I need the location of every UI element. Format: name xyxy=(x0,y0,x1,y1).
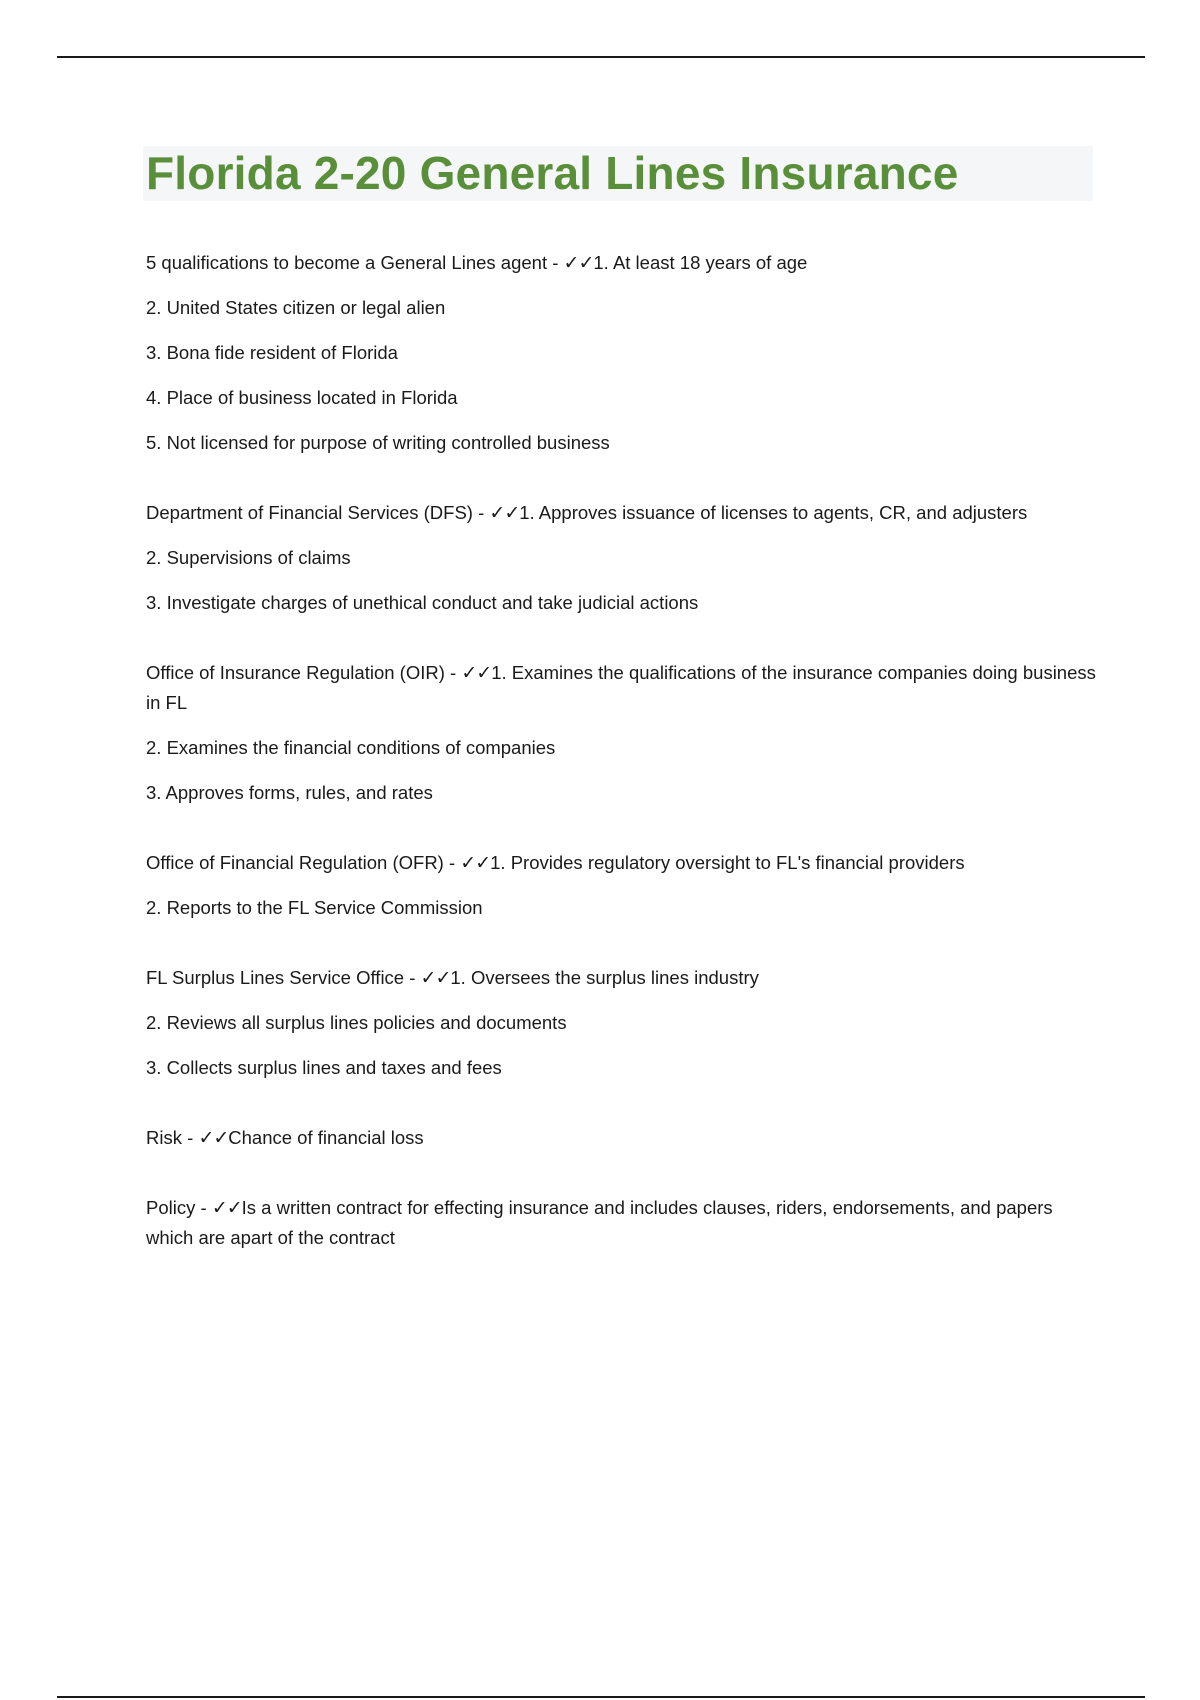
top-rule xyxy=(57,56,1145,58)
entry-line: 3. Approves forms, rules, and rates xyxy=(146,782,433,803)
flashcard-entry xyxy=(146,248,1096,458)
check-mark-icon: ✓✓ xyxy=(460,852,491,874)
entry-answer: 1. Approves issuance of licenses to agents, CR, and adjusters xyxy=(519,502,1028,523)
check-mark-icon: ✓✓ xyxy=(489,502,520,524)
entry-first-line xyxy=(146,848,1096,878)
entry-line: 5. Not licensed for purpose of writing controlled business xyxy=(146,432,610,453)
entry-separator: - xyxy=(443,852,461,873)
entry-separator: - xyxy=(404,967,421,988)
entry-separator: - xyxy=(472,502,490,523)
entry-first-line xyxy=(146,963,1096,993)
flashcard-entry xyxy=(146,1193,1096,1253)
page-title: Florida 2-20 General Lines Insurance xyxy=(146,147,959,199)
entry-line: 2. Examines the financial conditions of companies xyxy=(146,737,556,758)
entry-line: 2. Reports to the FL Service Commission xyxy=(146,897,483,918)
entry-answer: 1. Oversees the surplus lines industry xyxy=(450,967,759,988)
entry-term: Office of Insurance Regulation (OIR) xyxy=(146,662,445,683)
entry-term: Department of Financial Services (DFS) xyxy=(146,502,473,523)
flashcard-entry xyxy=(146,498,1096,618)
check-mark-icon: ✓✓ xyxy=(211,1197,242,1219)
entry-term: Risk xyxy=(146,1127,182,1148)
entry-separator: - xyxy=(547,252,564,273)
entry-line: 2. Reviews all surplus lines policies and documents xyxy=(146,1012,567,1033)
entry-separator: - xyxy=(195,1197,212,1218)
entry-separator: - xyxy=(181,1127,199,1148)
check-mark-icon: ✓✓ xyxy=(461,662,492,684)
entry-first-line xyxy=(146,1123,1096,1153)
flashcard-entry xyxy=(146,963,1096,1083)
check-mark-icon: ✓✓ xyxy=(420,967,451,989)
entry-answer: Chance of financial loss xyxy=(228,1127,424,1148)
entry-answer: 1. Examines the qualifications of the insurance companies doing business in FL xyxy=(146,662,1096,713)
check-mark-icon: ✓✓ xyxy=(563,252,594,274)
entry-term: Policy xyxy=(146,1197,196,1218)
flashcard-entry xyxy=(146,658,1096,808)
check-mark-icon: ✓✓ xyxy=(198,1127,229,1149)
entry-answer: Is a written contract for effecting insurance and includes clauses, riders, endorsements, and papers which are apart of the contract xyxy=(146,1197,1053,1248)
entry-term: FL Surplus Lines Service Office xyxy=(146,967,405,988)
entry-line: 4. Place of business located in Florida xyxy=(146,387,458,408)
entry-separator: - xyxy=(444,662,462,683)
entry-first-line xyxy=(146,248,1096,278)
entry-first-line xyxy=(146,498,1096,528)
entry-first-line xyxy=(146,658,1096,718)
bottom-rule xyxy=(57,1696,1145,1698)
entry-line: 3. Collects surplus lines and taxes and fees xyxy=(146,1057,502,1078)
entry-line: 2. United States citizen or legal alien xyxy=(146,297,446,318)
entry-term: 5 qualifications to become a General Lines agent xyxy=(146,252,548,273)
entry-answer: 1. At least 18 years of age xyxy=(593,252,808,273)
entry-term: Office of Financial Regulation (OFR) xyxy=(146,852,444,873)
entry-answer: 1. Provides regulatory oversight to FL's financial providers xyxy=(490,852,965,873)
flashcard-entry xyxy=(146,1123,1096,1153)
entry-line: 3. Bona fide resident of Florida xyxy=(146,342,398,363)
entry-first-line xyxy=(146,1193,1096,1253)
entry-line: 3. Investigate charges of unethical conduct and take judicial actions xyxy=(146,592,699,613)
entry-line: 2. Supervisions of claims xyxy=(146,547,351,568)
flashcard-entry xyxy=(146,848,1096,923)
flashcard-list xyxy=(146,248,1096,1293)
